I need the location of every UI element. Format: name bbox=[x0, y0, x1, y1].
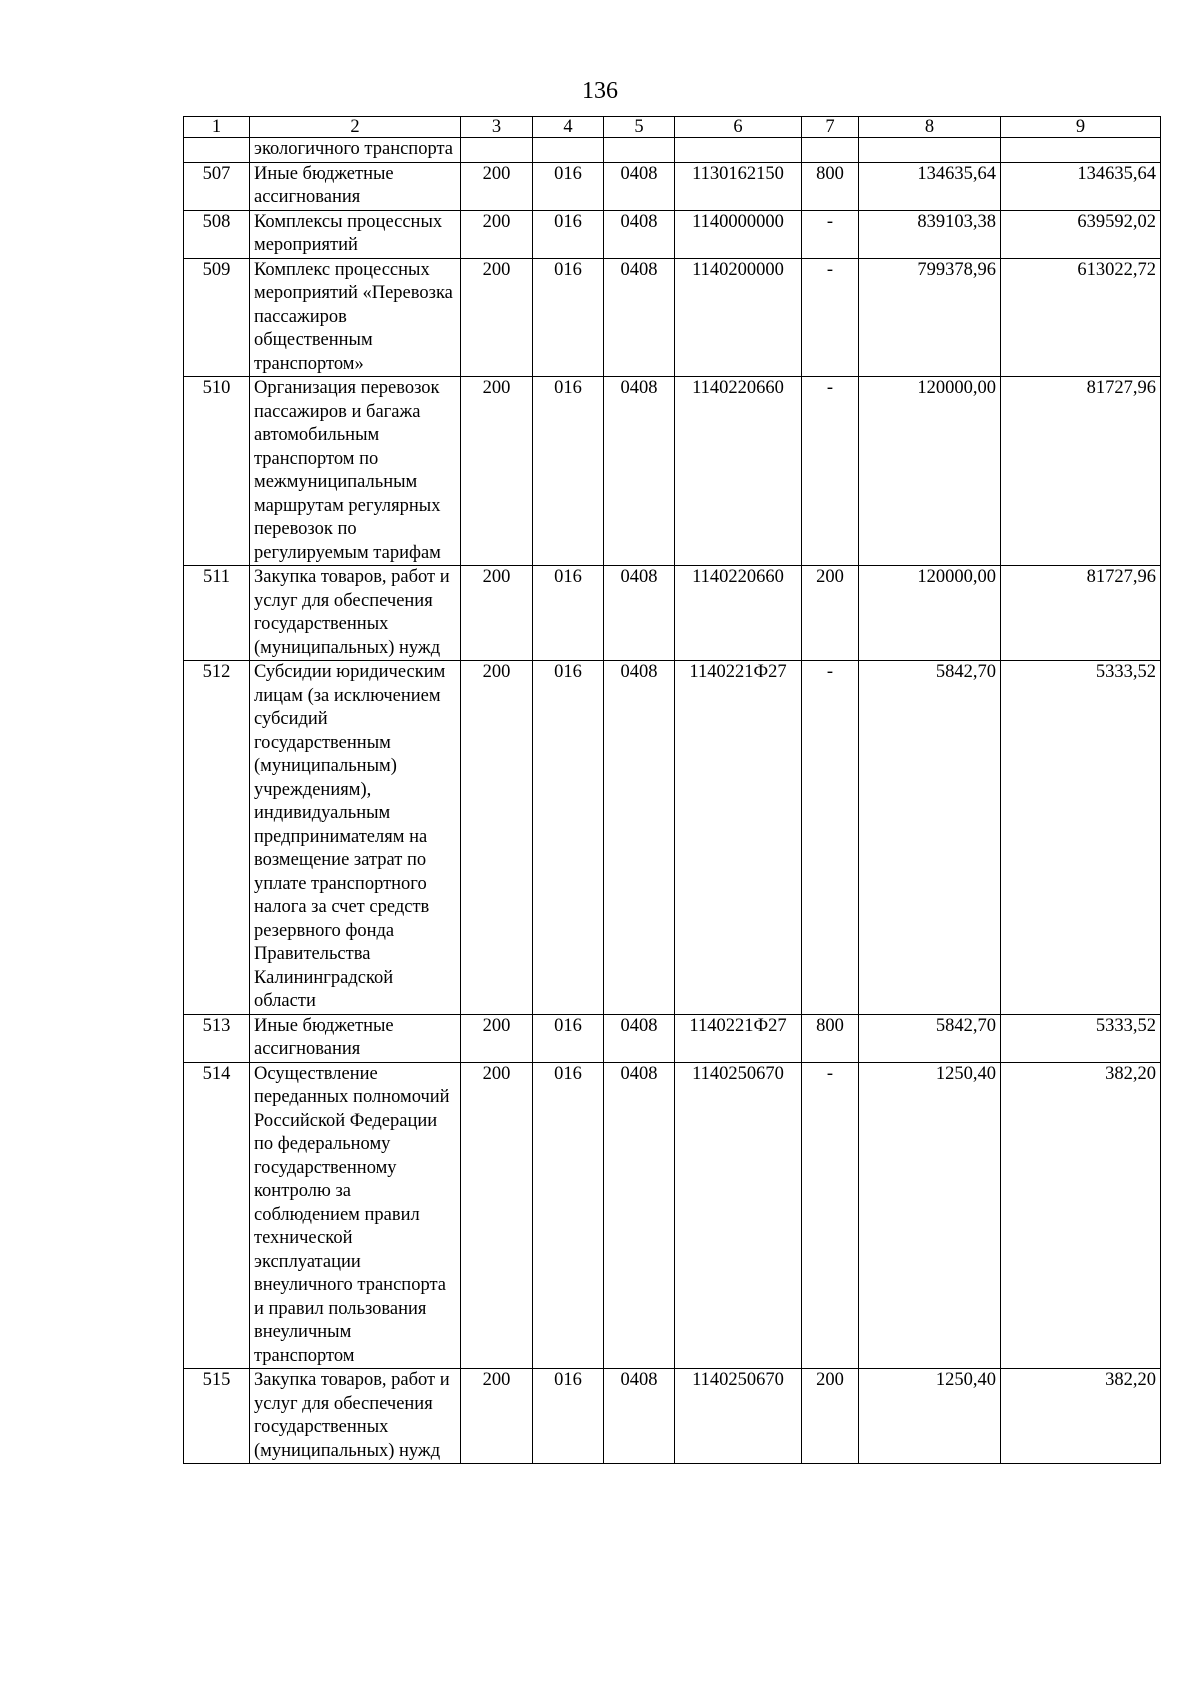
column-header: 1 bbox=[184, 117, 250, 138]
item-name-cell: Комплексы процессных мероприятий bbox=[250, 210, 461, 258]
row-number-cell bbox=[184, 138, 250, 163]
code-cell: 016 bbox=[533, 210, 604, 258]
code-cell: 0408 bbox=[604, 377, 675, 566]
amount-cell bbox=[1001, 138, 1161, 163]
code-cell: 016 bbox=[533, 1062, 604, 1369]
code-cell: 200 bbox=[461, 1369, 533, 1464]
code-cell bbox=[604, 138, 675, 163]
amount-cell: 5842,70 bbox=[859, 1014, 1001, 1062]
table-row bbox=[184, 566, 1161, 661]
code-cell: - bbox=[802, 210, 859, 258]
row-number-cell: 514 bbox=[184, 1062, 250, 1369]
item-name-cell: Комплекс процессных мероприятий «Перевозка пассажиров общественным транспортом» bbox=[250, 258, 461, 377]
item-name-cell: Закупка товаров, работ и услуг для обеспечения государственных (муниципальных) нужд bbox=[250, 1369, 461, 1464]
column-header: 3 bbox=[461, 117, 533, 138]
row-number-cell: 511 bbox=[184, 566, 250, 661]
amount-cell: 120000,00 bbox=[859, 566, 1001, 661]
code-cell: 800 bbox=[802, 162, 859, 210]
code-cell: 0408 bbox=[604, 258, 675, 377]
amount-cell: 1250,40 bbox=[859, 1369, 1001, 1464]
amount-cell: 120000,00 bbox=[859, 377, 1001, 566]
code-cell: 016 bbox=[533, 377, 604, 566]
item-name-cell: Организация перевозок пассажиров и багажа автомобильным транспортом по межмуниципальным маршрутам регулярных перевозок по регулируемым тарифам bbox=[250, 377, 461, 566]
code-cell: 0408 bbox=[604, 210, 675, 258]
amount-cell: 81727,96 bbox=[1001, 377, 1161, 566]
code-cell: 1140000000 bbox=[675, 210, 802, 258]
budget-table bbox=[183, 116, 1161, 1464]
amount-cell bbox=[859, 138, 1001, 163]
column-header: 6 bbox=[675, 117, 802, 138]
row-number-cell: 512 bbox=[184, 661, 250, 1015]
code-cell: 016 bbox=[533, 566, 604, 661]
code-cell: 200 bbox=[461, 566, 533, 661]
code-cell: 0408 bbox=[604, 1369, 675, 1464]
column-header: 9 bbox=[1001, 117, 1161, 138]
code-cell: 0408 bbox=[604, 1014, 675, 1062]
column-header: 4 bbox=[533, 117, 604, 138]
amount-cell: 81727,96 bbox=[1001, 566, 1161, 661]
code-cell: 200 bbox=[461, 258, 533, 377]
code-cell: 200 bbox=[461, 162, 533, 210]
code-cell: 1140200000 bbox=[675, 258, 802, 377]
code-cell: 0408 bbox=[604, 1062, 675, 1369]
amount-cell: 134635,64 bbox=[859, 162, 1001, 210]
code-cell: - bbox=[802, 1062, 859, 1369]
amount-cell: 5333,52 bbox=[1001, 661, 1161, 1015]
code-cell: 016 bbox=[533, 661, 604, 1015]
code-cell: 016 bbox=[533, 162, 604, 210]
table-row bbox=[184, 258, 1161, 377]
code-cell: 1140250670 bbox=[675, 1369, 802, 1464]
code-cell: 1140220660 bbox=[675, 377, 802, 566]
code-cell: 200 bbox=[461, 661, 533, 1015]
column-header: 2 bbox=[250, 117, 461, 138]
code-cell: 016 bbox=[533, 1369, 604, 1464]
column-header: 8 bbox=[859, 117, 1001, 138]
page-number: 136 bbox=[582, 78, 618, 104]
column-number-row bbox=[184, 117, 1161, 138]
item-name-cell: Закупка товаров, работ и услуг для обеспечения государственных (муниципальных) нужд bbox=[250, 566, 461, 661]
code-cell bbox=[802, 138, 859, 163]
item-name-cell: экологичного транспорта bbox=[250, 138, 461, 163]
table-row bbox=[184, 1369, 1161, 1464]
column-header: 7 bbox=[802, 117, 859, 138]
item-name-cell: Субсидии юридическим лицам (за исключением субсидий государственным (муниципальным) учреждениям), индивидуальным предпринимателям на возмещение затрат по уплате транспортного налога за счет средств резервного фонда Правительства Калининградской области bbox=[250, 661, 461, 1015]
code-cell: 1130162150 bbox=[675, 162, 802, 210]
amount-cell: 799378,96 bbox=[859, 258, 1001, 377]
code-cell: 200 bbox=[461, 1014, 533, 1062]
code-cell: 016 bbox=[533, 258, 604, 377]
column-header: 5 bbox=[604, 117, 675, 138]
amount-cell: 839103,38 bbox=[859, 210, 1001, 258]
item-name-cell: Иные бюджетные ассигнования bbox=[250, 1014, 461, 1062]
code-cell: 1140221Ф27 bbox=[675, 661, 802, 1015]
item-name-cell: Иные бюджетные ассигнования bbox=[250, 162, 461, 210]
amount-cell: 5842,70 bbox=[859, 661, 1001, 1015]
table-row bbox=[184, 162, 1161, 210]
table-row bbox=[184, 1062, 1161, 1369]
table-row bbox=[184, 138, 1161, 163]
row-number-cell: 510 bbox=[184, 377, 250, 566]
code-cell: 200 bbox=[802, 1369, 859, 1464]
code-cell: - bbox=[802, 258, 859, 377]
item-name-cell: Осуществление переданных полномочий Российской Федерации по федеральному государственному контролю за соблюдением правил технической эксплуатации внеуличного транспорта и правил пользования внеуличным транспортом bbox=[250, 1062, 461, 1369]
row-number-cell: 513 bbox=[184, 1014, 250, 1062]
code-cell: 016 bbox=[533, 1014, 604, 1062]
amount-cell: 134635,64 bbox=[1001, 162, 1161, 210]
amount-cell: 5333,52 bbox=[1001, 1014, 1161, 1062]
row-number-cell: 507 bbox=[184, 162, 250, 210]
code-cell bbox=[533, 138, 604, 163]
code-cell: - bbox=[802, 661, 859, 1015]
code-cell: 200 bbox=[461, 210, 533, 258]
code-cell: 0408 bbox=[604, 162, 675, 210]
amount-cell: 613022,72 bbox=[1001, 258, 1161, 377]
code-cell bbox=[461, 138, 533, 163]
code-cell: 200 bbox=[461, 1062, 533, 1369]
amount-cell: 382,20 bbox=[1001, 1062, 1161, 1369]
code-cell: 200 bbox=[802, 566, 859, 661]
table-row bbox=[184, 1014, 1161, 1062]
code-cell: 1140220660 bbox=[675, 566, 802, 661]
code-cell bbox=[675, 138, 802, 163]
code-cell: 1140221Ф27 bbox=[675, 1014, 802, 1062]
amount-cell: 1250,40 bbox=[859, 1062, 1001, 1369]
code-cell: 1140250670 bbox=[675, 1062, 802, 1369]
table-row bbox=[184, 377, 1161, 566]
row-number-cell: 509 bbox=[184, 258, 250, 377]
table-row bbox=[184, 661, 1161, 1015]
code-cell: 800 bbox=[802, 1014, 859, 1062]
code-cell: - bbox=[802, 377, 859, 566]
amount-cell: 639592,02 bbox=[1001, 210, 1161, 258]
amount-cell: 382,20 bbox=[1001, 1369, 1161, 1464]
row-number-cell: 515 bbox=[184, 1369, 250, 1464]
code-cell: 0408 bbox=[604, 566, 675, 661]
row-number-cell: 508 bbox=[184, 210, 250, 258]
table-row bbox=[184, 210, 1161, 258]
code-cell: 0408 bbox=[604, 661, 675, 1015]
code-cell: 200 bbox=[461, 377, 533, 566]
